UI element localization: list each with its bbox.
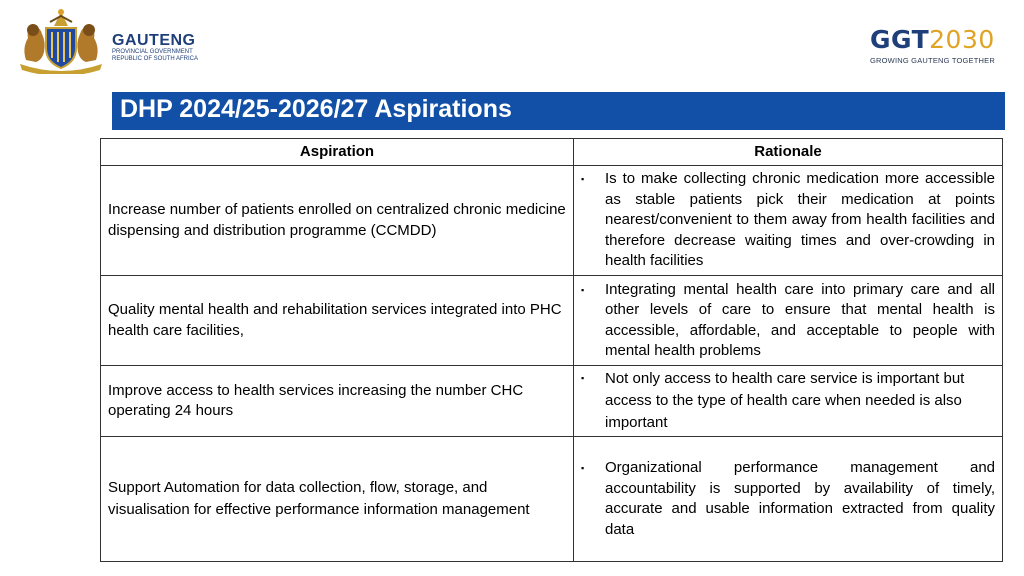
ggt2030-wordmark [870, 26, 1010, 54]
rationale-cell [574, 166, 1003, 276]
gauteng-logo [16, 8, 206, 74]
rationale-text: Organizational performance management and accountability is supported by availability of timely, accurate and usable information extracted from quality data [605, 459, 995, 538]
gauteng-name: GAUTENG [112, 32, 196, 49]
coat-of-arms-icon [16, 8, 106, 74]
rationale-text: Is to make collecting chronic medication more accessible as stable patients pick their medication at points nearest/convenient to them away from health facilities and therefore decrease waiting times and over-crowding in health facilities [605, 170, 995, 270]
square-bullet-icon: ▪ [581, 373, 585, 383]
table-row [101, 437, 1003, 562]
aspirations-table [100, 138, 1003, 562]
rationale-cell [574, 366, 1003, 437]
rationale-text: Integrating mental health care into primary care and all other levels of care to ensure that mental health is accessible, affordable, and acceptable to people with mental health problems [605, 280, 995, 359]
square-bullet-icon: ▪ [581, 174, 585, 185]
rationale-cell [574, 276, 1003, 366]
square-bullet-icon: ▪ [581, 284, 585, 295]
rationale-cell [574, 437, 1003, 562]
header-rationale: Rationale [574, 139, 1003, 166]
ggt-year: 2030 [929, 25, 995, 54]
gauteng-wordmark [112, 33, 198, 63]
aspiration-cell: Support Automation for data collection, flow, storage, and visualisation for effective performance information management [101, 437, 574, 562]
table-row [101, 366, 1003, 437]
page-title: DHP 2024/25-2026/27 Aspirations [112, 92, 1005, 130]
gauteng-subline-2: REPUBLIC OF SOUTH AFRICA [112, 56, 199, 62]
ggt-tagline: GROWING GAUTENG TOGETHER [870, 56, 995, 65]
gauteng-subline-1: PROVINCIAL GOVERNMENT [112, 49, 193, 55]
ggt-text: GGT [870, 25, 930, 54]
table-header-row [101, 139, 1003, 166]
aspiration-cell: Quality mental health and rehabilitation services integrated into PHC health care facilities, [101, 276, 574, 366]
aspiration-cell: Improve access to health services increasing the number CHC operating 24 hours [101, 366, 574, 437]
table-row [101, 276, 1003, 366]
rationale-text: Not only access to health care service is important but access to the type of health care when needed is also important [605, 370, 965, 431]
aspiration-cell: Increase number of patients enrolled on centralized chronic medicine dispensing and distribution programme (CCMDD) [101, 166, 574, 276]
header-aspiration: Aspiration [101, 139, 574, 166]
square-bullet-icon: ▪ [581, 463, 585, 473]
ggt2030-logo [870, 26, 1010, 72]
table-row [101, 166, 1003, 276]
